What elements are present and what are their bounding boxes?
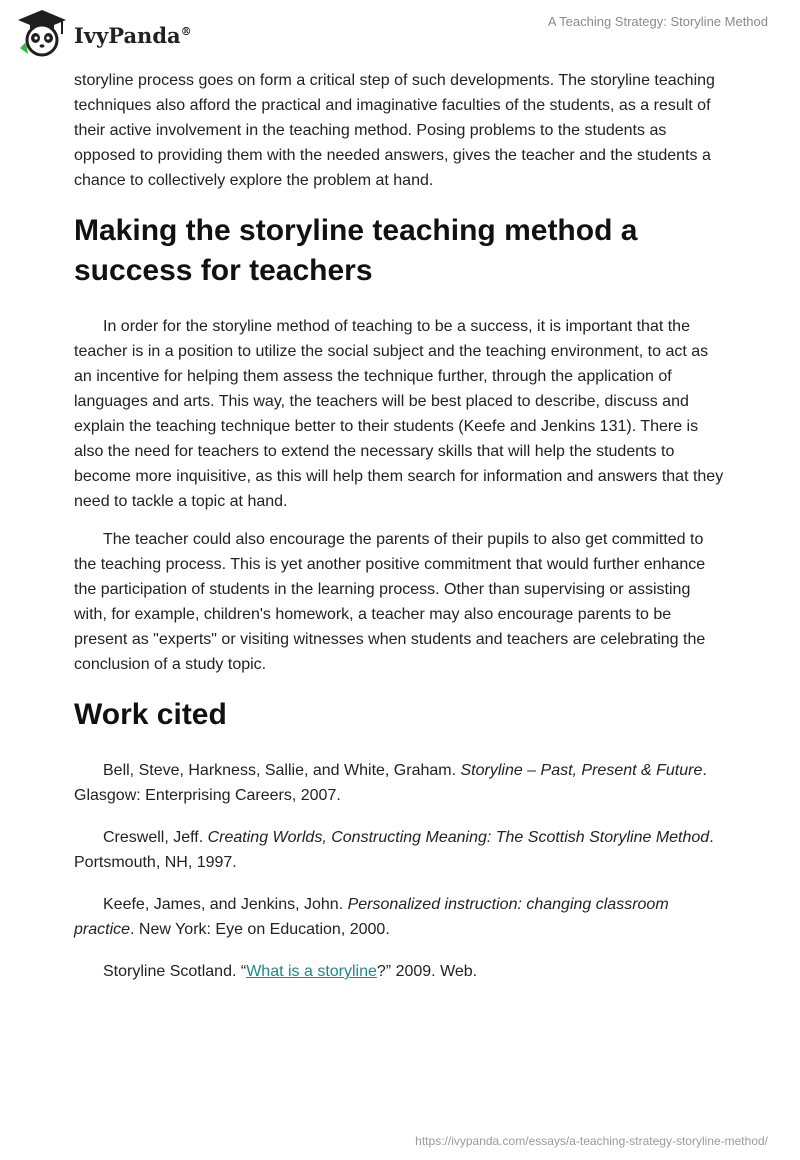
body-paragraph-2: The teacher could also encourage the parents of their pupils to also get committed to the teaching process. This is yet another positive commitment that would further enhance the participation of students in the learning process. Other than supervising or assisting with, for example, children's homework, a teacher may also encourage parents to be present as "experts" or visiting witnesses when students and teachers are celebrating the conclusion of a study topic. [74,531,706,673]
page-header [0,0,800,70]
citation-entry: Bell, Steve, Harkness, Sallie, and White, Graham. Storyline – Past, Present & Future. Glasgow: Enterprising Careers, 2007. [74,762,707,804]
body-paragraph-1: In order for the storyline method of teaching to be a success, it is important that the teacher is in a position to utilize the social subject and the teaching environment, to act as an incentive for helping them assess the technique further, through the application of languages and arts. This way, the teachers will be best placed to describe, discuss and explain the teaching technique better to their students (Keefe and Jenkins 131). There is also the need for teachers to extend the necessary skills that will help the students to become more inquisitive, as this will help them search for information and answers that they need to tackle a topic at hand. [74,318,724,510]
intro-paragraph: storyline process goes on form a critical step of such developments. The storyline teaching techniques also afford the practical and imaginative faculties of the students, as a result of their active involvement in the teaching method. Posing problems to the students as opposed to providing them with the needed answers, gives the teacher and the students a chance to collectively explore the problem at hand. [74,72,715,189]
panda-logo-icon [14,8,70,58]
page-url: https://ivypanda.com/essays/a-teaching-strategy-storyline-method/ [415,1134,768,1148]
essay-content [74,68,724,1001]
logo[interactable] [14,8,192,58]
citation-entry: Storyline Scotland. “What is a storyline?” 2009. Web. [103,963,478,980]
citation-entry: Creswell, Jeff. Creating Worlds, Constructing Meaning: The Scottish Storyline Method. Portsmouth, NH, 1997. [74,829,714,871]
citation-entry: Keefe, James, and Jenkins, John. Personalized instruction: changing classroom practice. New York: Eye on Education, 2000. [74,896,669,938]
brand-name: IvyPanda® [74,22,192,48]
document-title: A Teaching Strategy: Storyline Method [547,14,768,29]
storyline-link[interactable]: What is a storyline [246,963,377,980]
section-heading: Making the storyline teaching method a success for teachers [74,214,638,287]
works-cited-heading: Work cited [74,698,227,731]
